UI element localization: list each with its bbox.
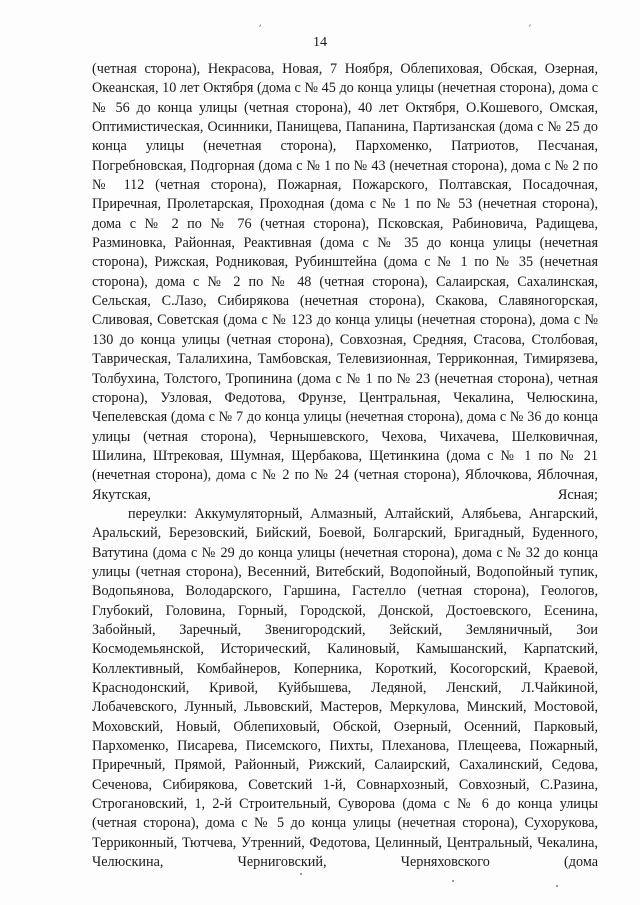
streets-paragraph: (четная сторона), Некрасова, Новая, 7 Ноября, Облепиховая, Обская, Озерная, Океанская, 10 лет Октября (дома с № 45 до конца улицы (нечетная сторона), дома с № 56 до конца улицы (четная сторона), 40 лет Октября, О.Кошевого, Омская, Оптимистическая, Осинники, Панищева, Папанина, Партизанская (дома с № 25 до конца улицы (нечетная сторона), Пархоменко, Патриотов, Песчаная, Погребновская, Подгорная (дома с № 1 по № 43 (нечетная сторона), дома с № 2 по № 112 (четная сторона), Пожарная, Пожарского, Полтавская, Посадочная, Приречная, Пролетарская, Проходная (дома с № 1 по № 53 (нечетная сторона), дома с № 2 по № 76 (четная сторона), Псковская, Рабиновича, Радищева, Разминовка, Районная, Реактивная (дома с № 35 до конца улицы (нечетная сторона), Рижская, Родниковая, Рубинштейна (дома с № 1 по № 35 (нечетная сторона), дома с № 2 по № 48 (четная сторона), Салаирская, Сахалинская, Сельская, С.Лазо, Сибирякова (нечетная сторона), Скакова, Славяногорская, Сливовая, Советская (дома с № 123 до конца улицы (нечетная сторона), дома с № 130 до конца улицы (четная сторона), Совхозная, Средняя, Стасова, Столбовая, Таврическая, Талалихина, Тамбовская, Телевизионная, Терриконная, Тимирязева, Толбухина, Толстого, Тропинина (дома с № 1 по № 23 (нечетная сторона), четная сторона), Узловая, Федотова, Фрунзе, Центральная, Чекалина, Челюскина, Чепелевская (дома с № 7 до конца улицы (нечетная сторона), дома с № 36 до конца улицы (четная сторона), Чернышевского, Чехова, Чихачева, Шелковичная, Шилина, Штрековая, Шумная, Щербакова, Щетинкина (дома с № 1 по № 21 (нечетная сторона), дома с № 2 по № 24 (четная сторона), Яблочкова, Яблочная, Якутская, Ясная; — [92, 61, 598, 503]
scan-speck — [556, 885, 558, 887]
document-body — [92, 60, 598, 872]
scan-mark: ʹ — [526, 22, 532, 35]
scan-speck — [452, 880, 454, 882]
lanes-paragraph: переулки: Аккумуляторный, Алмазный, Алтайский, Алябьева, Ангарский, Аральский, Березовский, Бийский, Боевой, Болгарский, Бригадный, Буденного, Ватутина (дома с № 29 до конца улицы (нечетная сторона), дома с № 32 до конца улицы (четная сторона), Весенний, Витебский, Водопойный, Водопойный тупик, Водопьянова, Володарского, Гаршина, Гастелло (четная сторона), Геологов, Глубокий, Головина, Горный, Городской, Донской, Достоевского, Есенина, Забойный, Заречный, Звенигородский, Зейский, Земляничный, Зои Космодемьянской, Исторический, Калиновый, Камышанский, Карпатский, Коллективный, Комбайнеров, Коперника, Короткий, Косогорский, Краевой, Краснодонский, Кривой, Куйбышева, Ледяной, Ленский, Л.Чайкиной, Лобачевского, Лунный, Львовский, Мастеров, Меркулова, Минский, Мостовой, Моховский, Новый, Облепиховый, Обской, Озерный, Осенний, Парковый, Пархоменко, Писарева, Писемского, Пихты, Плеханова, Плещеева, Пожарный, Приречный, Прямой, Районный, Рижский, Салаирский, Сахалинский, Седова, Сеченова, Сибирякова, Советский 1-й, Совнархозный, Совхозный, С.Разина, Строгановский, 1, 2-й Строительный, Суворова (дома с № 6 до конца улицы (четная сторона), дома с № 5 до конца улицы (нечетная сторона), Сухорукова, Терриконный, Тютчева, Утренний, Федотова, Целинный, Центральный, Чекалина, Челюскина, Черниговский, Черняховского (дома — [92, 505, 598, 871]
scan-speck — [300, 873, 302, 875]
page-number: 14 — [313, 35, 327, 50]
scan-mark: ʹ — [256, 22, 263, 35]
